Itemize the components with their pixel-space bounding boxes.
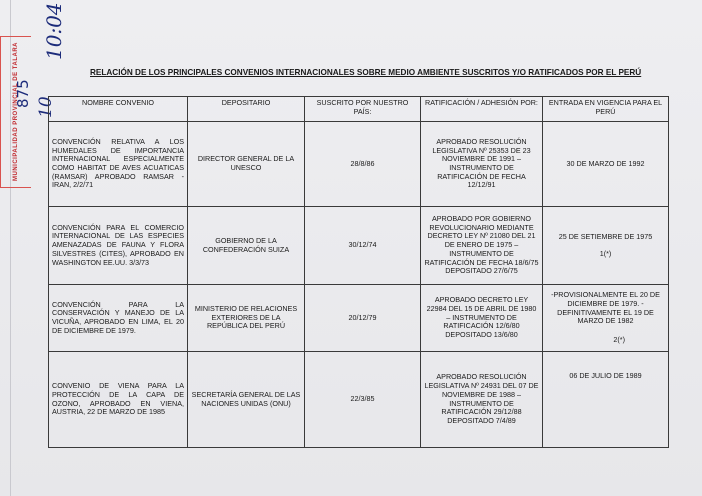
entrada-text: 25 DE SETIEMBRE DE 1975 bbox=[558, 231, 653, 241]
document-title: RELACIÓN DE LOS PRINCIPALES CONVENIOS INTERNACIONALES SOBRE MEDIO AMBIENTE SUSCRITOS Y/O RATIFICADOS POR EL PERÚ bbox=[90, 68, 642, 77]
cell-nombre: CONVENIO DE VIENA PARA LA PROTECCIÓN DE LA CAPA DE OZONO, APROBADO EN VIENA, AUSTRIA, 22 DE MARZO DE 1985 bbox=[49, 352, 188, 448]
table-row bbox=[49, 352, 669, 448]
footnote-marker: 1(*) bbox=[599, 248, 612, 258]
cell-entrada bbox=[543, 207, 669, 285]
cell-ratificacion: APROBADO RESOLUCIÓN LEGISLATIVA Nº 25353 DE 23 NOVIEMBRE DE 1991 – INSTRUMENTO DE RATIFICACIÓN DE FECHA 12/12/91 bbox=[421, 122, 543, 207]
header-entrada: ENTRADA EN VIGENCIA PARA EL PERÚ bbox=[543, 97, 669, 122]
municipal-stamp: MUNICIPALIDAD PROVINCIAL DE TALARA bbox=[0, 36, 31, 188]
cell-depositario: DIRECTOR GENERAL DE LA UNESCO bbox=[188, 122, 305, 207]
cell-entrada: 30 DE MARZO DE 1992 bbox=[543, 122, 669, 207]
entrada-text: -PROVISIONALMENTE EL 20 DE DICIEMBRE DE 1979. -DEFINITIVAMENTE EL 19 DE MARZO DE 1982 bbox=[551, 290, 660, 326]
handwritten-time: 10:04 bbox=[42, 2, 66, 60]
cell-depositario: MINISTERIO DE RELACIONES EXTERIORES DE LA REPÚBLICA DEL PERÚ bbox=[188, 285, 305, 352]
cell-nombre: CONVENCIÓN PARA EL COMERCIO INTERNACIONAL DE LAS ESPECIES AMENAZADAS DE FAUNA Y FLORA SILVESTRES (CITES), APROBADO EN WASHINGTON EE.UU. 3/3/73 bbox=[49, 207, 188, 285]
header-depositario: DEPOSITARIO bbox=[188, 97, 305, 122]
cell-suscrito: 22/3/85 bbox=[305, 352, 421, 448]
cell-suscrito: 20/12/79 bbox=[305, 285, 421, 352]
cell-entrada: 06 DE JULIO DE 1989 bbox=[543, 352, 669, 448]
conventions-table bbox=[48, 96, 669, 448]
cell-entrada bbox=[543, 285, 669, 352]
cell-ratificacion: APROBADO DECRETO LEY 22984 DEL 15 DE ABRIL DE 1980 – INSTRUMENTO DE RATIFICACIÓN 12/6/80 DEPOSITADO 13/6/80 bbox=[421, 285, 543, 352]
header-nombre: NOMBRE CONVENIO bbox=[49, 97, 188, 122]
footnote-marker: 2(*) bbox=[613, 335, 625, 345]
cell-suscrito: 28/8/86 bbox=[305, 122, 421, 207]
table-header-row bbox=[49, 97, 669, 122]
cell-ratificacion: APROBADO RESOLUCIÓN LEGISLATIVA Nº 24931 DEL 07 DE NOVIEMBRE DE 1988 – INSTRUMENTO DE RATIFICACIÓN 29/12/88 DEPOSITADO 7/4/89 bbox=[421, 352, 543, 448]
cell-depositario: SECRETARÍA GENERAL DE LAS NACIONES UNIDAS (ONU) bbox=[188, 352, 305, 448]
cell-suscrito: 30/12/74 bbox=[305, 207, 421, 285]
header-ratificacion: RATIFICACIÓN / ADHESIÓN POR: bbox=[421, 97, 543, 122]
handwritten-number: 10 bbox=[36, 96, 56, 118]
table-row bbox=[49, 207, 669, 285]
cell-ratificacion: APROBADO POR GOBIERNO REVOLUCIONARIO MEDIANTE DECRETO LEY Nº 21080 DEL 21 DE ENERO DE 1975 – INSTRUMENTO DE RATIFICACIÓN DE FECHA 18/6/75 DEPOSITADO 27/6/75 bbox=[421, 207, 543, 285]
header-suscrito: SUSCRITO POR NUESTRO PAÍS: bbox=[305, 97, 421, 122]
cell-depositario: GOBIERNO DE LA CONFEDERACIÓN SUIZA bbox=[188, 207, 305, 285]
table-row bbox=[49, 122, 669, 207]
folio-number: 875 bbox=[14, 79, 32, 108]
cell-nombre: CONVENCIÓN PARA LA CONSERVACIÓN Y MANEJO DE LA VICUÑA, APROBADO EN LIMA, EL 20 DE DICIEMBRE DE 1979. bbox=[49, 285, 188, 352]
table-row bbox=[49, 285, 669, 352]
cell-nombre: CONVENCIÓN RELATIVA A LOS HUMEDALES DE IMPORTANCIA INTERNACIONAL ESPECIALMENTE COMO HABITAT DE AVES ACUATICAS (RAMSAR) APROBADO RAMSAR - IRAN, 2/2/71 bbox=[49, 122, 188, 207]
